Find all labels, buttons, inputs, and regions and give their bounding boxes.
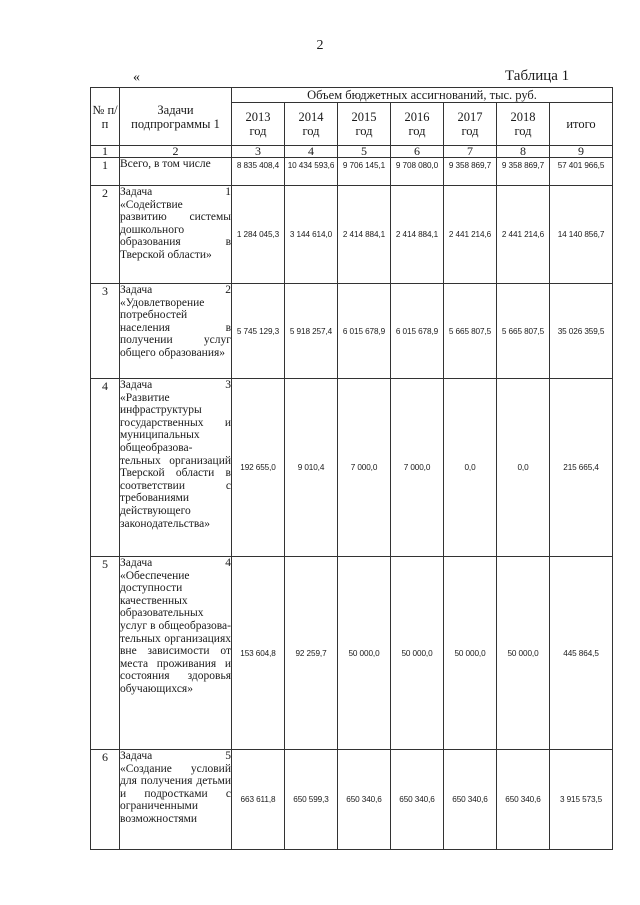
row-number: 2 (91, 186, 120, 284)
value-cell: 50 000,0 (497, 557, 550, 750)
table-row-total (91, 158, 613, 186)
header-year-2018: 2018 год (497, 103, 550, 146)
value-cell: 6 015 678,9 (338, 284, 391, 379)
task-description (120, 284, 232, 379)
row-number: 4 (91, 379, 120, 557)
value-cell: 192 655,0 (232, 379, 285, 557)
value-cell: 1 284 045,3 (232, 186, 285, 284)
value-cell: 7 000,0 (391, 379, 444, 557)
header-year-2015: 2015 год (338, 103, 391, 146)
value-cell: 2 414 884,1 (391, 186, 444, 284)
column-index-row (91, 146, 613, 158)
value-cell: 5 745 129,3 (232, 284, 285, 379)
value-cell: 5 665 807,5 (497, 284, 550, 379)
value-cell: 2 414 884,1 (338, 186, 391, 284)
value-cell: 650 340,6 (444, 750, 497, 850)
task-description (120, 557, 232, 750)
column-index: 9 (550, 146, 613, 158)
page-number: 2 (316, 38, 324, 53)
task-number: 4 (225, 557, 231, 569)
value-cell: 153 604,8 (232, 557, 285, 750)
value-cell: 35 026 359,5 (550, 284, 613, 379)
value-cell: 50 000,0 (338, 557, 391, 750)
value-cell: 2 441 214,6 (444, 186, 497, 284)
column-index: 6 (391, 146, 444, 158)
value-cell: 3 915 573,5 (550, 750, 613, 850)
value-cell: 50 000,0 (391, 557, 444, 750)
value-cell: 2 441 214,6 (497, 186, 550, 284)
column-index: 7 (444, 146, 497, 158)
header-year-2017: 2017 год (444, 103, 497, 146)
value-cell: 3 144 614,0 (285, 186, 338, 284)
row-number: 6 (91, 750, 120, 850)
value-cell: 92 259,7 (285, 557, 338, 750)
value-cell: 50 000,0 (444, 557, 497, 750)
header-year-2016: 2016 год (391, 103, 444, 146)
task-word: Задача (120, 750, 153, 762)
task-number: 1 (225, 186, 231, 198)
table-row (91, 750, 613, 850)
task-text: «Обеспечение доступности качественных образовательных услуг в общеобразова-тельных организациях вне зависимости от места проживания и состояния здоровья обучающихся» (120, 569, 231, 695)
value-cell: 650 340,6 (338, 750, 391, 850)
task-word: Задача (120, 557, 153, 569)
value-cell: 650 340,6 (497, 750, 550, 850)
value-cell: 9 358 869,7 (444, 158, 497, 186)
task-text: «Содействие развитию системы дошкольного образования в Тверской области» (120, 198, 231, 261)
value-cell: 9 706 145,1 (338, 158, 391, 186)
value-cell: 5 918 257,4 (285, 284, 338, 379)
row-number: 3 (91, 284, 120, 379)
opening-quote: « (133, 70, 140, 85)
task-number: 5 (225, 750, 231, 762)
row-number: 5 (91, 557, 120, 750)
column-index: 4 (285, 146, 338, 158)
value-cell: 663 611,8 (232, 750, 285, 850)
header-year-2013: 2013 год (232, 103, 285, 146)
total-label: Всего, в том числе (120, 158, 232, 186)
header-num: № п/п (91, 88, 120, 146)
header-total: итого (550, 103, 613, 146)
budget-table (90, 87, 613, 850)
task-text: «Создание условий для получения детьми и подростками с ограниченными возможностями (120, 762, 231, 825)
task-text: «Развитие инфраструктуры государственных и муниципальных общеобразова-тельных организаций Тверской области в соответствии с требованиями действующего законодательства» (120, 391, 231, 530)
task-number: 2 (225, 284, 231, 296)
task-word: Задача (120, 186, 153, 198)
header-budget-group: Объем бюджетных ассигнований, тыс. руб. (232, 88, 613, 103)
value-cell: 650 599,3 (285, 750, 338, 850)
task-description (120, 379, 232, 557)
table-row (91, 379, 613, 557)
value-cell: 445 864,5 (550, 557, 613, 750)
task-description (120, 186, 232, 284)
value-cell: 215 665,4 (550, 379, 613, 557)
task-text: «Удовлетворение потребностей населения в получении услуг общего образования» (120, 296, 231, 359)
value-cell: 0,0 (497, 379, 550, 557)
table-row (91, 557, 613, 750)
header-tasks: Задачи подпрограммы 1 (120, 88, 232, 146)
value-cell: 9 708 080,0 (391, 158, 444, 186)
column-index: 1 (91, 146, 120, 158)
value-cell: 6 015 678,9 (391, 284, 444, 379)
value-cell: 5 665 807,5 (444, 284, 497, 379)
value-cell: 7 000,0 (338, 379, 391, 557)
column-index: 2 (120, 146, 232, 158)
column-index: 5 (338, 146, 391, 158)
table-row (91, 186, 613, 284)
value-cell: 8 835 408,4 (232, 158, 285, 186)
value-cell: 57 401 966,5 (550, 158, 613, 186)
column-index: 8 (497, 146, 550, 158)
task-word: Задача (120, 379, 153, 391)
value-cell: 14 140 856,7 (550, 186, 613, 284)
row-number: 1 (91, 158, 120, 186)
value-cell: 650 340,6 (391, 750, 444, 850)
task-number: 3 (225, 379, 231, 391)
task-word: Задача (120, 284, 153, 296)
task-description (120, 750, 232, 850)
value-cell: 10 434 593,6 (285, 158, 338, 186)
value-cell: 9 358 869,7 (497, 158, 550, 186)
table-row (91, 284, 613, 379)
value-cell: 9 010,4 (285, 379, 338, 557)
value-cell: 0,0 (444, 379, 497, 557)
header-year-2014: 2014 год (285, 103, 338, 146)
column-index: 3 (232, 146, 285, 158)
table-caption: Таблица 1 (505, 68, 570, 84)
